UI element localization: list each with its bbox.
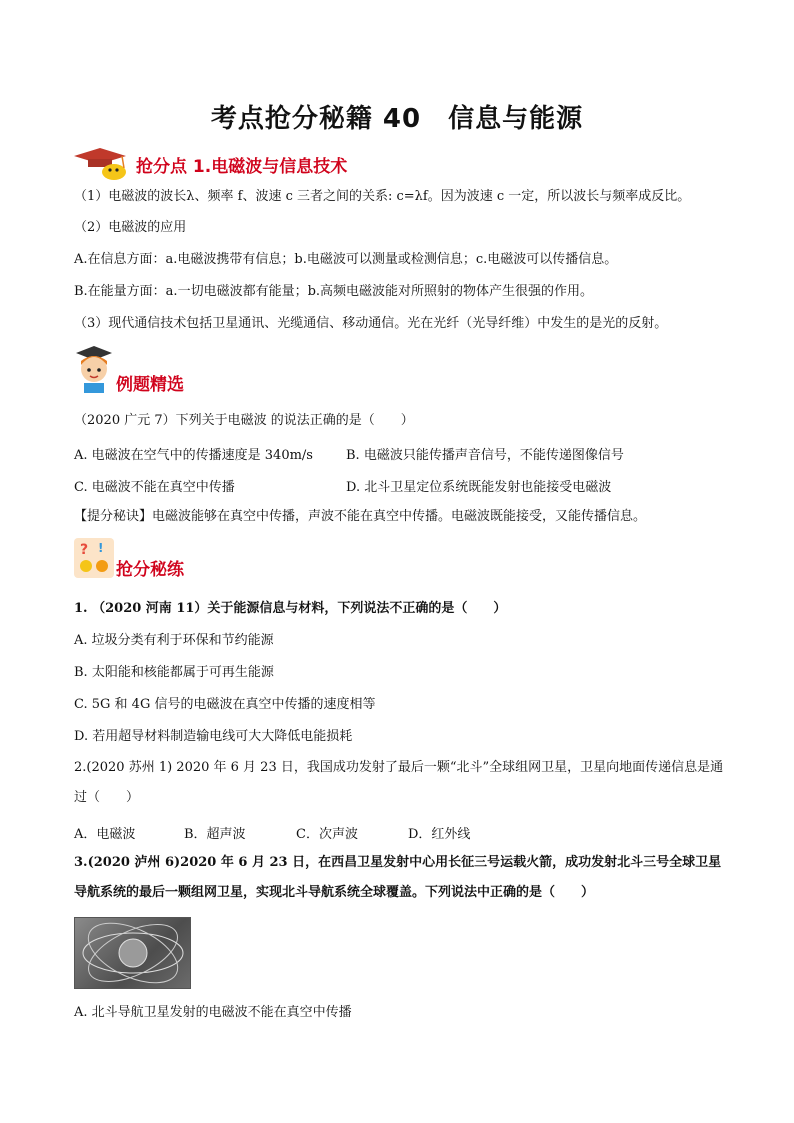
section2-heading: 例题精选: [116, 375, 184, 395]
graduate-cap-icon: [70, 146, 136, 182]
section2-header: [72, 342, 184, 395]
question-text: （2020 广元 7）下列关于电磁波 的说法正确的是（ ）: [74, 413, 414, 428]
section3-header: [72, 536, 184, 580]
text-line: （3）现代通信技术包括卫星通讯、光缆通信、移动通信。光在光纤（光导纤维）中发生的是光的反射。: [74, 316, 668, 331]
svg-text:!: !: [98, 541, 104, 555]
question-text: 3.(2020 泸州 6)2020 年 6 月 23 日，在西昌卫星发射中心用长征三号运载火箭，成功发射北斗三号全球卫星导航系统的最后一颗组网卫星，实现北斗导航系统全球覆盖。下列说法中正确的是（ ）: [74, 855, 722, 900]
question-text: 1. （2020 河南 11）关于能源信息与材料，下列说法不正确的是（ ）: [74, 601, 507, 616]
option-d: D．红外线: [408, 827, 471, 842]
text-line: B.在能量方面：a.一切电磁波都有能量；b.高频电磁波能对所照射的物体产生很强的作用。: [74, 284, 594, 299]
option-b: B. 电磁波只能传播声音信号，不能传递图像信号: [346, 448, 624, 463]
svg-text:?: ?: [80, 542, 89, 558]
section1-heading: 抢分点 1.电磁波与信息技术: [136, 156, 348, 177]
page-title: 考点抢分秘籍 40 信息与能源: [210, 104, 584, 134]
option-a: A. 垃圾分类有利于环保和节约能源: [74, 633, 274, 648]
option-d: D. 北斗卫星定位系统既能发射也能接受电磁波: [346, 480, 612, 495]
option-b: B. 太阳能和核能都属于可再生能源: [74, 665, 274, 680]
option-b: B．超声波: [184, 827, 246, 842]
section3-heading: 抢分秘练: [116, 559, 184, 580]
option-c: C．次声波: [296, 827, 358, 842]
option-a: A．电磁波: [74, 827, 136, 842]
text-line: A.在信息方面：a.电磁波携带有信息；b.电磁波可以测量或检测信息；c.电磁波可以传播信息。: [74, 252, 618, 267]
text-line: （1）电磁波的波长λ、频率 f、波速 c 三者之间的关系: c=λf。因为波速 c 一定，所以波长与频率成反比。: [74, 189, 691, 204]
text-line: （2）电磁波的应用: [74, 220, 187, 235]
section1-header: [70, 146, 347, 182]
satellite-orbit-photo: [74, 917, 191, 989]
option-c: C. 5G 和 4G 信号的电磁波在真空中传播的速度相等: [74, 697, 376, 712]
option-d: D. 若用超导材料制造输电线可大大降低电能损耗: [74, 729, 353, 744]
option-c: C. 电磁波不能在真空中传播: [74, 480, 235, 495]
tip-text: 【提分秘诀】电磁波能够在真空中传播，声波不能在真空中传播。电磁波既能接受，又能传播信息。: [74, 509, 647, 524]
option-a: A. 电磁波在空气中的传播速度是 340m/s: [74, 448, 313, 463]
question-text: 2.(2020 苏州 1) 2020 年 6 月 23 日，我国成功发射了最后一颗“北斗”全球组网卫星，卫星向地面传递信息是通过（ ）: [74, 760, 724, 805]
student-avatar-icon: [72, 343, 116, 395]
kids-question-icon: [72, 536, 116, 580]
option-a: A. 北斗导航卫星发射的电磁波不能在真空中传播: [74, 1005, 352, 1020]
